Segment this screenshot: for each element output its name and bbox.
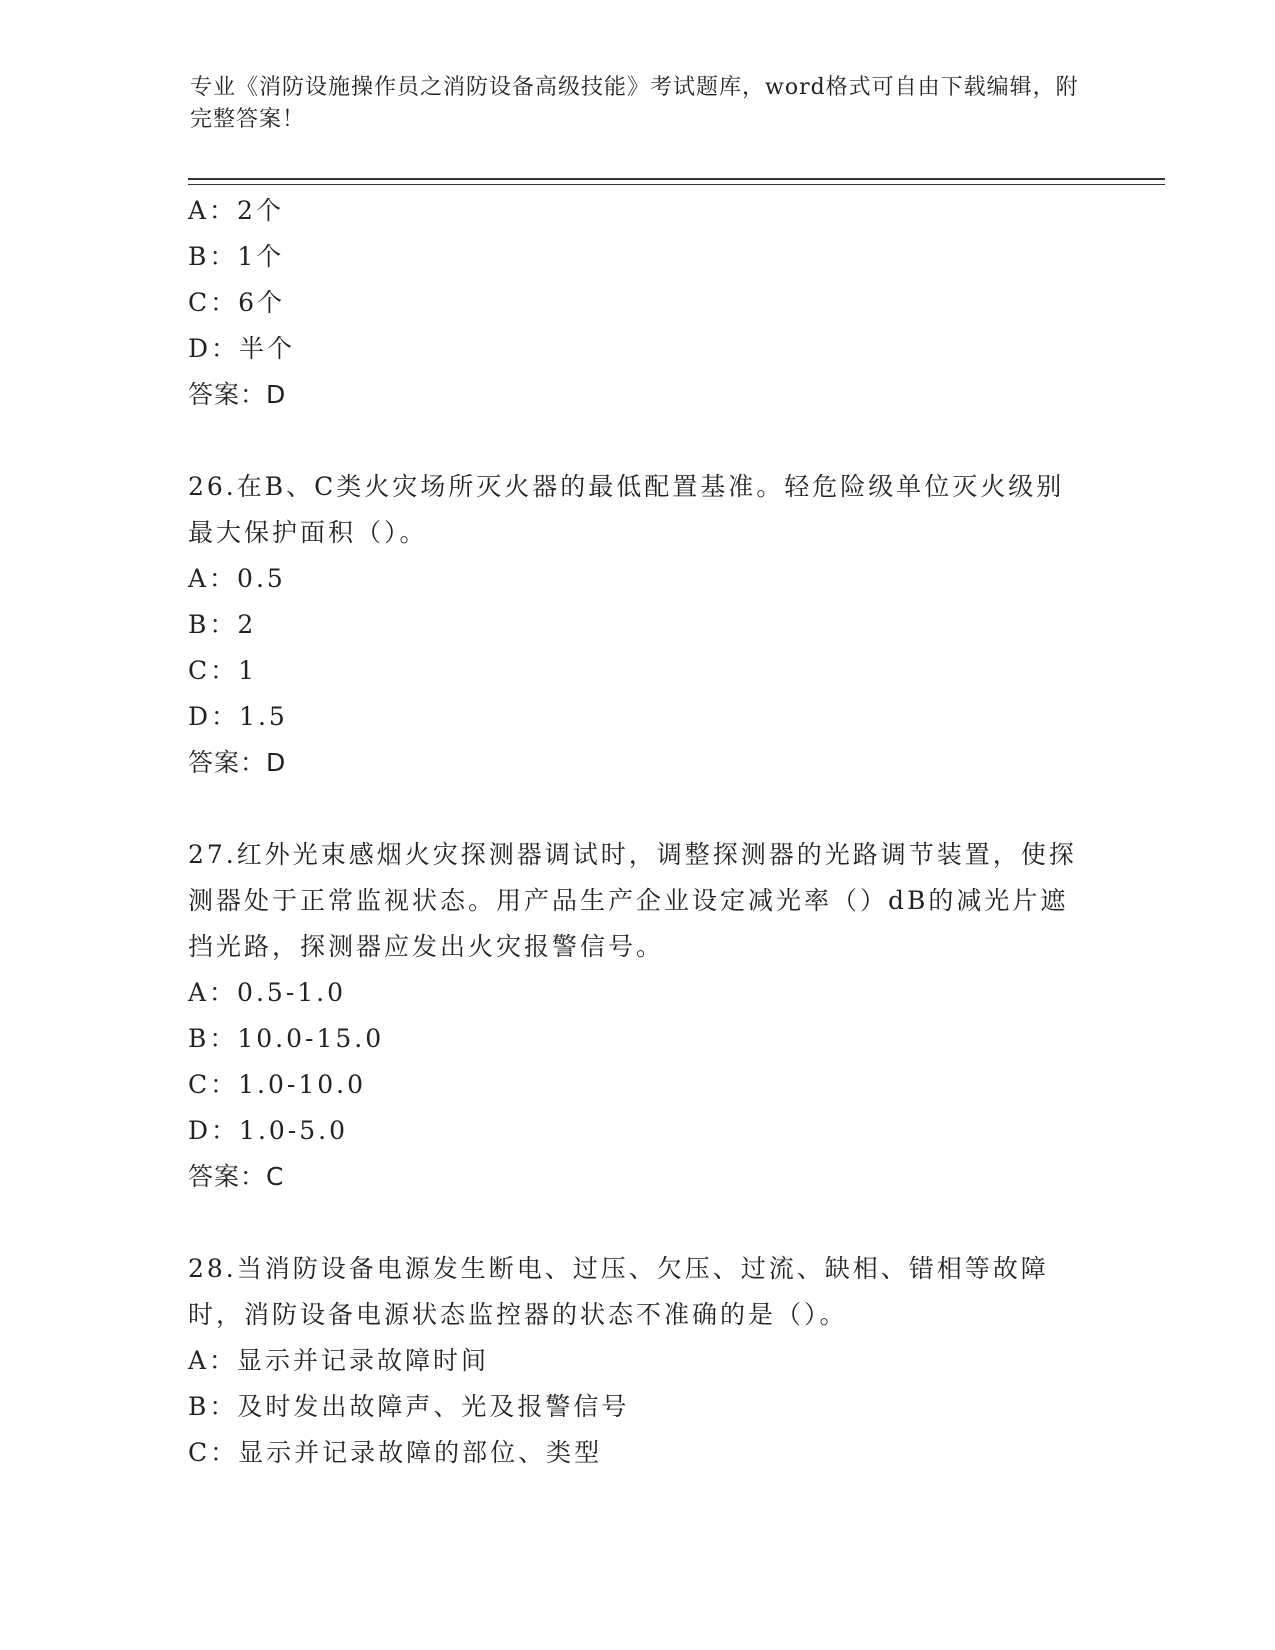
question-28 <box>188 1246 1088 1476</box>
question-text: 27.红外光束感烟火灾探测器调试时，调整探测器的光路调节装置，使探测器处于正常监视状态。用产品生产企业设定减光率（）dB的减光片遮挡光路，探测器应发出火灾报警信号。 <box>188 840 1077 961</box>
option-a: A：显示并记录故障时间 <box>188 1346 490 1375</box>
option-b: B：2 <box>188 610 257 639</box>
option-c: C：6个 <box>188 288 286 317</box>
option-b: B：1个 <box>188 242 285 271</box>
answer-line: 答案：C <box>188 1162 285 1191</box>
option-b: B：及时发出故障声、光及报警信号 <box>188 1392 630 1421</box>
option-a: A：0.5-1.0 <box>188 978 347 1007</box>
option-a: A：2个 <box>188 196 284 225</box>
question-text: 28.当消防设备电源发生断电、过压、欠压、过流、缺相、错相等故障时，消防设备电源状态监控器的状态不准确的是（）。 <box>188 1254 1049 1329</box>
option-c: C：1.0-10.0 <box>188 1070 366 1099</box>
question-26 <box>188 464 1088 786</box>
question-text: 26.在B、C类火灾场所灭火器的最低配置基准。轻危险级单位灭火级别最大保护面积（）。 <box>188 472 1065 547</box>
option-b: B：10.0-15.0 <box>188 1024 385 1053</box>
option-c: C：显示并记录故障的部位、类型 <box>188 1438 603 1467</box>
question-25 <box>188 188 1088 418</box>
answer-line: 答案：D <box>188 380 287 409</box>
header-divider-thin <box>188 184 1165 185</box>
answer-line: 答案：D <box>188 748 287 777</box>
option-a: A：0.5 <box>188 564 286 593</box>
header-divider-thick <box>188 178 1165 180</box>
question-27 <box>188 832 1088 1200</box>
question-list <box>188 188 1088 1476</box>
option-d: D：1.0-5.0 <box>188 1116 349 1145</box>
option-d: D：半个 <box>188 334 296 363</box>
option-d: D：1.5 <box>188 702 288 731</box>
document-header: 专业《消防设施操作员之消防设备高级技能》考试题库，word格式可自由下载编辑，附完整答案！ <box>190 75 1079 132</box>
option-c: C：1 <box>188 656 258 685</box>
